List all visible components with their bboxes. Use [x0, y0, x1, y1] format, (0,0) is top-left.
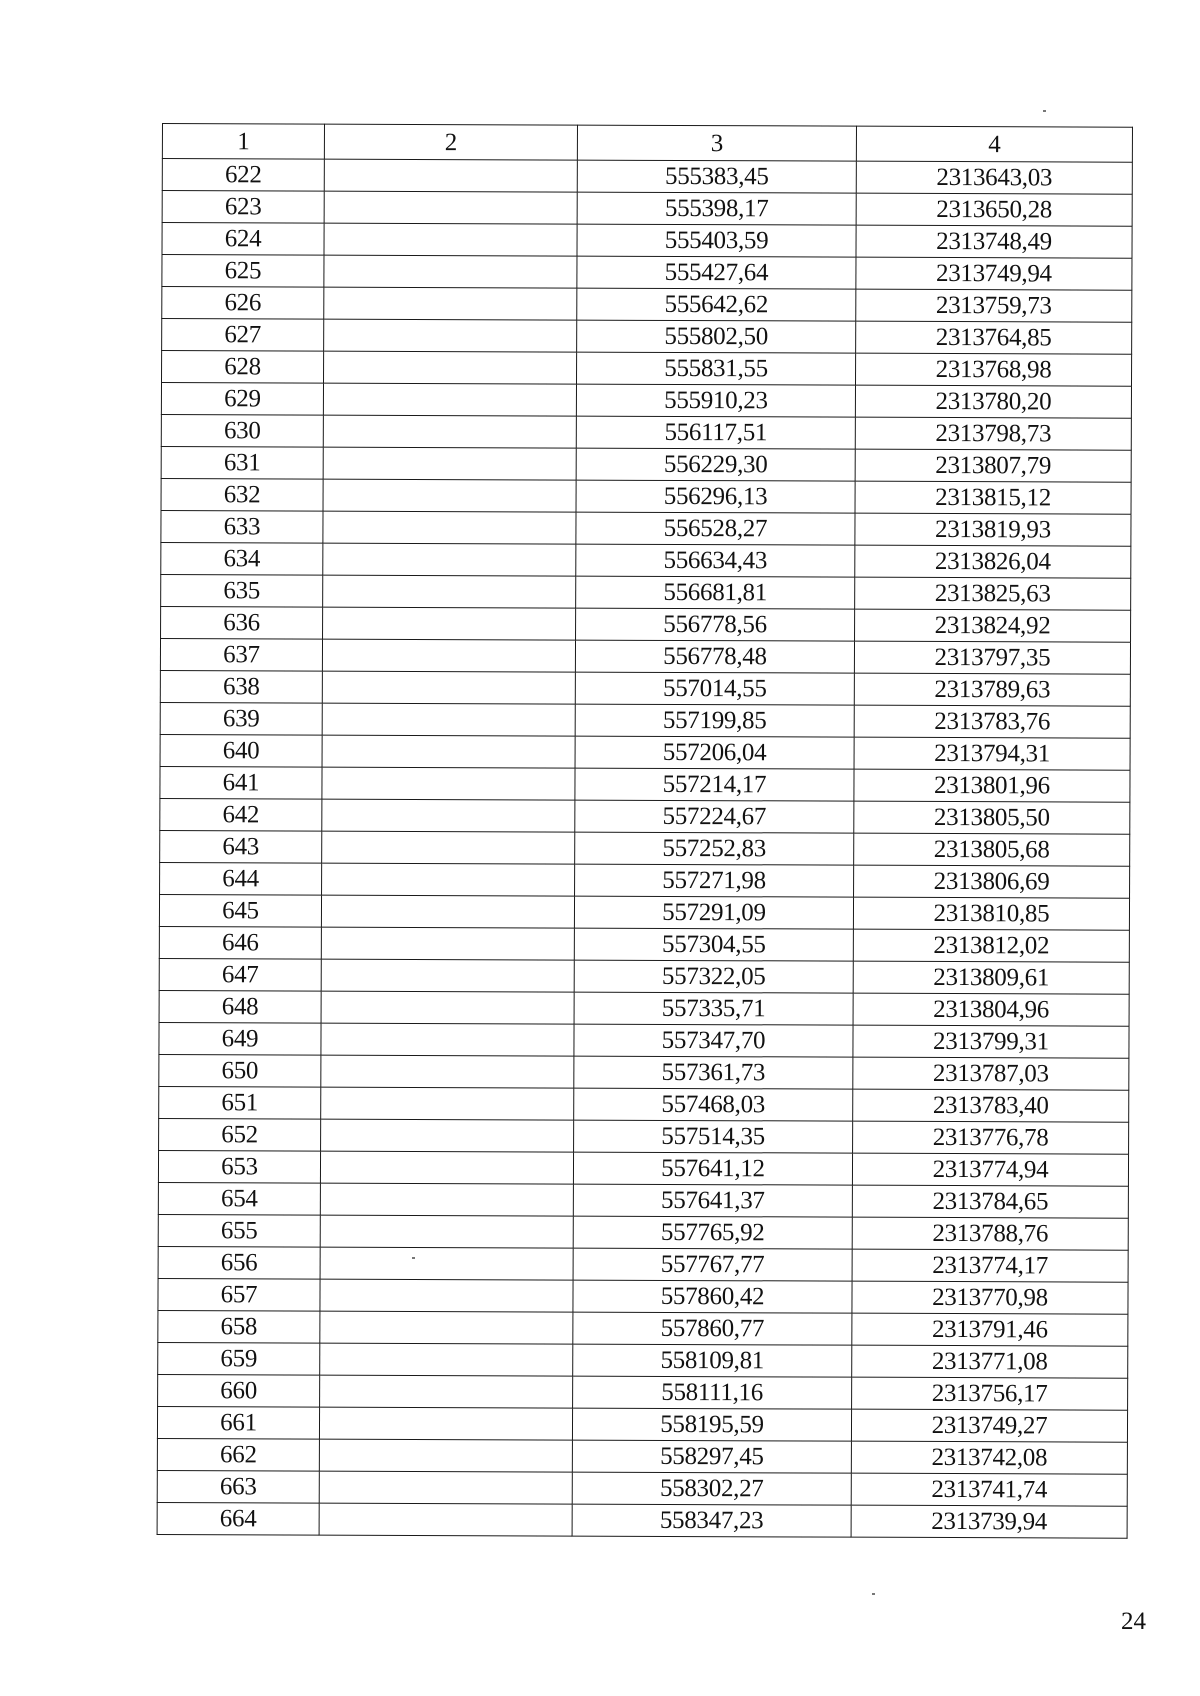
y-coordinate-cell: 2313783,40	[853, 1089, 1129, 1122]
empty-cell	[322, 703, 575, 736]
empty-cell	[324, 223, 577, 256]
x-coordinate-cell: 557206,04	[575, 736, 854, 769]
point-number-cell: 643	[160, 830, 322, 863]
table-row	[161, 574, 1131, 610]
page-number: 24	[1121, 1608, 1146, 1635]
empty-cell	[319, 1471, 572, 1504]
point-number-cell: 654	[158, 1182, 320, 1215]
table-row	[160, 702, 1130, 738]
y-coordinate-cell: 2313798,73	[855, 417, 1131, 450]
table-row	[159, 1118, 1129, 1154]
empty-cell	[319, 1439, 572, 1472]
table-header	[162, 124, 1132, 163]
y-coordinate-cell: 2313809,61	[853, 961, 1129, 994]
point-number-cell: 649	[159, 1022, 321, 1055]
point-number-cell: 642	[160, 798, 322, 831]
empty-cell	[321, 1055, 574, 1088]
table-row	[159, 1022, 1129, 1058]
empty-cell	[324, 191, 577, 224]
x-coordinate-cell: 558111,16	[573, 1376, 852, 1409]
empty-cell	[321, 927, 574, 960]
x-coordinate-cell: 556296,13	[576, 480, 855, 513]
table-row	[162, 319, 1132, 355]
y-coordinate-cell: 2313791,46	[852, 1313, 1128, 1346]
x-coordinate-cell: 558347,23	[572, 1504, 851, 1537]
header-cell-4: 4	[856, 126, 1132, 162]
header-cell-3: 3	[577, 125, 856, 161]
y-coordinate-cell: 2313788,76	[852, 1217, 1128, 1250]
point-number-cell: 630	[161, 414, 323, 447]
table-row	[161, 446, 1131, 482]
empty-cell	[323, 543, 576, 576]
x-coordinate-cell: 556778,56	[576, 608, 855, 641]
empty-cell	[320, 1343, 573, 1376]
table-row	[159, 926, 1129, 962]
point-number-cell: 660	[158, 1374, 320, 1407]
y-coordinate-cell: 2313748,49	[856, 225, 1132, 258]
y-coordinate-cell: 2313742,08	[851, 1441, 1127, 1474]
point-number-cell: 661	[157, 1406, 319, 1439]
point-number-cell: 644	[160, 862, 322, 895]
table-row	[162, 287, 1132, 323]
y-coordinate-cell: 2313764,85	[856, 321, 1132, 354]
table-row	[158, 1246, 1128, 1282]
x-coordinate-cell: 557014,55	[575, 672, 854, 705]
table-row	[157, 1470, 1127, 1506]
point-number-cell: 658	[158, 1310, 320, 1343]
empty-cell	[320, 1151, 573, 1184]
y-coordinate-cell: 2313789,63	[854, 673, 1130, 706]
y-coordinate-cell: 2313774,94	[852, 1153, 1128, 1186]
x-coordinate-cell: 558297,45	[572, 1440, 851, 1473]
table-row	[160, 638, 1130, 674]
point-number-cell: 657	[158, 1278, 320, 1311]
empty-cell	[323, 447, 576, 480]
empty-cell	[319, 1407, 572, 1440]
empty-cell	[322, 799, 575, 832]
x-coordinate-cell: 556229,30	[576, 448, 855, 481]
table-row	[161, 414, 1131, 450]
y-coordinate-cell: 2313784,65	[852, 1185, 1128, 1218]
point-number-cell: 655	[158, 1214, 320, 1247]
y-coordinate-cell: 2313805,50	[854, 801, 1130, 834]
empty-cell	[324, 287, 577, 320]
empty-cell	[324, 159, 577, 192]
point-number-cell: 634	[161, 542, 323, 575]
y-coordinate-cell: 2313771,08	[852, 1345, 1128, 1378]
y-coordinate-cell: 2313825,63	[855, 577, 1131, 610]
point-number-cell: 631	[161, 446, 323, 479]
y-coordinate-cell: 2313749,27	[851, 1409, 1127, 1442]
x-coordinate-cell: 556681,81	[576, 576, 855, 609]
x-coordinate-cell: 555398,17	[577, 192, 856, 225]
x-coordinate-cell: 557514,35	[574, 1120, 853, 1153]
table-row	[162, 191, 1132, 227]
x-coordinate-cell: 557361,73	[574, 1056, 853, 1089]
point-number-cell: 651	[159, 1086, 321, 1119]
empty-cell	[321, 1023, 574, 1056]
x-coordinate-cell: 557291,09	[574, 896, 853, 929]
point-number-cell: 627	[162, 319, 324, 352]
empty-cell	[322, 735, 575, 768]
table-row	[160, 862, 1130, 898]
y-coordinate-cell: 2313770,98	[852, 1281, 1128, 1314]
y-coordinate-cell: 2313815,12	[855, 481, 1131, 514]
y-coordinate-cell: 2313819,93	[855, 513, 1131, 546]
empty-cell	[320, 1311, 573, 1344]
empty-cell	[320, 1279, 573, 1312]
x-coordinate-cell: 557641,12	[573, 1152, 852, 1185]
empty-cell	[324, 319, 577, 352]
y-coordinate-cell: 2313759,73	[856, 289, 1132, 322]
point-number-cell: 652	[159, 1118, 321, 1151]
table-row	[159, 1054, 1129, 1090]
table-row	[162, 159, 1132, 195]
x-coordinate-cell: 555831,55	[577, 352, 856, 385]
y-coordinate-cell: 2313741,74	[851, 1473, 1127, 1506]
empty-cell	[320, 1247, 573, 1280]
x-coordinate-cell: 557468,03	[574, 1088, 853, 1121]
x-coordinate-cell: 555403,59	[577, 224, 856, 257]
y-coordinate-cell: 2313801,96	[854, 769, 1130, 802]
y-coordinate-cell: 2313643,03	[856, 161, 1132, 194]
empty-cell	[323, 415, 576, 448]
point-number-cell: 650	[159, 1054, 321, 1087]
table-row	[160, 798, 1130, 834]
x-coordinate-cell: 558195,59	[572, 1408, 851, 1441]
header-row	[162, 124, 1132, 163]
x-coordinate-cell: 557767,77	[573, 1248, 852, 1281]
empty-cell	[323, 383, 576, 416]
empty-cell	[320, 1215, 573, 1248]
empty-cell	[323, 575, 576, 608]
table-row	[161, 542, 1131, 578]
table-row	[160, 830, 1130, 866]
header-cell-2: 2	[324, 124, 577, 160]
empty-cell	[321, 1119, 574, 1152]
x-coordinate-cell: 557304,55	[574, 928, 853, 961]
table-row	[158, 1182, 1128, 1218]
y-coordinate-cell: 2313804,96	[853, 993, 1129, 1026]
table-row	[160, 670, 1130, 706]
empty-cell	[319, 1503, 572, 1536]
empty-cell	[323, 511, 576, 544]
point-number-cell: 626	[162, 287, 324, 320]
empty-cell	[324, 351, 577, 384]
point-number-cell: 659	[158, 1342, 320, 1375]
y-coordinate-cell: 2313783,76	[854, 705, 1130, 738]
table-row	[157, 1438, 1127, 1474]
table-row	[157, 1502, 1127, 1538]
point-number-cell: 656	[158, 1246, 320, 1279]
x-coordinate-cell: 557199,85	[575, 704, 854, 737]
table-row	[158, 1310, 1128, 1346]
point-number-cell: 648	[159, 990, 321, 1023]
x-coordinate-cell: 556117,51	[576, 416, 855, 449]
point-number-cell: 622	[162, 159, 324, 192]
x-coordinate-cell: 555802,50	[577, 320, 856, 353]
point-number-cell: 625	[162, 255, 324, 288]
y-coordinate-cell: 2313749,94	[856, 257, 1132, 290]
y-coordinate-cell: 2313776,78	[853, 1121, 1129, 1154]
table-row	[162, 255, 1132, 291]
x-coordinate-cell: 557641,37	[573, 1184, 852, 1217]
y-coordinate-cell: 2313774,17	[852, 1249, 1128, 1282]
table-row	[158, 1278, 1128, 1314]
table-row	[161, 510, 1131, 546]
empty-cell	[320, 1375, 573, 1408]
y-coordinate-cell: 2313780,20	[855, 385, 1131, 418]
empty-cell	[322, 671, 575, 704]
point-number-cell: 635	[161, 574, 323, 607]
x-coordinate-cell: 557322,05	[574, 960, 853, 993]
scan-speck	[872, 1593, 875, 1595]
empty-cell	[321, 895, 574, 928]
x-coordinate-cell: 555427,64	[577, 256, 856, 289]
x-coordinate-cell: 557214,17	[575, 768, 854, 801]
scan-speck	[412, 1257, 415, 1259]
x-coordinate-cell: 557335,71	[574, 992, 853, 1025]
empty-cell	[322, 767, 575, 800]
empty-cell	[321, 1087, 574, 1120]
point-number-cell: 632	[161, 478, 323, 511]
y-coordinate-cell: 2313768,98	[855, 353, 1131, 386]
scan-speck	[1043, 110, 1046, 112]
y-coordinate-cell: 2313812,02	[853, 929, 1129, 962]
table-row	[158, 1342, 1128, 1378]
y-coordinate-cell: 2313650,28	[856, 193, 1132, 226]
x-coordinate-cell: 557860,77	[573, 1312, 852, 1345]
table-row	[162, 223, 1132, 259]
empty-cell	[323, 479, 576, 512]
x-coordinate-cell: 557252,83	[575, 832, 854, 865]
table-row	[159, 990, 1129, 1026]
y-coordinate-cell: 2313799,31	[853, 1025, 1129, 1058]
x-coordinate-cell: 557860,42	[573, 1280, 852, 1313]
x-coordinate-cell: 555642,62	[577, 288, 856, 321]
empty-cell	[322, 639, 575, 672]
table-row	[160, 766, 1130, 802]
empty-cell	[323, 607, 576, 640]
table-row	[158, 1374, 1128, 1410]
y-coordinate-cell: 2313794,31	[854, 737, 1130, 770]
y-coordinate-cell: 2313810,85	[853, 897, 1129, 930]
table-row	[158, 1214, 1128, 1250]
empty-cell	[324, 255, 577, 288]
point-number-cell: 645	[159, 894, 321, 927]
point-number-cell: 624	[162, 223, 324, 256]
point-number-cell: 653	[158, 1150, 320, 1183]
table-body	[157, 159, 1132, 1539]
empty-cell	[320, 1183, 573, 1216]
x-coordinate-cell: 557765,92	[573, 1216, 852, 1249]
y-coordinate-cell: 2313806,69	[854, 865, 1130, 898]
x-coordinate-cell: 558109,81	[573, 1344, 852, 1377]
point-number-cell: 664	[157, 1502, 319, 1535]
y-coordinate-cell: 2313787,03	[853, 1057, 1129, 1090]
x-coordinate-cell: 555910,23	[576, 384, 855, 417]
x-coordinate-cell: 557224,67	[575, 800, 854, 833]
x-coordinate-cell: 556778,48	[575, 640, 854, 673]
empty-cell	[322, 863, 575, 896]
table-row	[158, 1150, 1128, 1186]
coordinates-table	[157, 123, 1133, 1539]
table-row	[162, 351, 1132, 387]
point-number-cell: 638	[160, 670, 322, 703]
point-number-cell: 646	[159, 926, 321, 959]
x-coordinate-cell: 556634,43	[576, 544, 855, 577]
point-number-cell: 623	[162, 191, 324, 224]
y-coordinate-cell: 2313739,94	[851, 1505, 1127, 1538]
table-row	[159, 894, 1129, 930]
table-row	[159, 1086, 1129, 1122]
y-coordinate-cell: 2313826,04	[855, 545, 1131, 578]
point-number-cell: 647	[159, 958, 321, 991]
empty-cell	[321, 991, 574, 1024]
x-coordinate-cell: 557347,70	[574, 1024, 853, 1057]
y-coordinate-cell: 2313805,68	[854, 833, 1130, 866]
point-number-cell: 633	[161, 510, 323, 543]
point-number-cell: 629	[161, 383, 323, 416]
point-number-cell: 640	[160, 734, 322, 767]
header-cell-1: 1	[162, 124, 324, 160]
table-row	[159, 958, 1129, 994]
x-coordinate-cell: 555383,45	[577, 160, 856, 193]
y-coordinate-cell: 2313756,17	[852, 1377, 1128, 1410]
point-number-cell: 663	[157, 1470, 319, 1503]
point-number-cell: 639	[160, 702, 322, 735]
y-coordinate-cell: 2313797,35	[854, 641, 1130, 674]
table-row	[161, 478, 1131, 514]
y-coordinate-cell: 2313807,79	[855, 449, 1131, 482]
x-coordinate-cell: 556528,27	[576, 512, 855, 545]
table-row	[161, 383, 1131, 419]
empty-cell	[322, 831, 575, 864]
point-number-cell: 628	[162, 351, 324, 384]
y-coordinate-cell: 2313824,92	[855, 609, 1131, 642]
point-number-cell: 662	[157, 1438, 319, 1471]
empty-cell	[321, 959, 574, 992]
table-row	[157, 1406, 1127, 1442]
point-number-cell: 636	[161, 606, 323, 639]
point-number-cell: 641	[160, 766, 322, 799]
x-coordinate-cell: 557271,98	[575, 864, 854, 897]
x-coordinate-cell: 558302,27	[572, 1472, 851, 1505]
point-number-cell: 637	[160, 638, 322, 671]
table-row	[161, 606, 1131, 642]
table-row	[160, 734, 1130, 770]
